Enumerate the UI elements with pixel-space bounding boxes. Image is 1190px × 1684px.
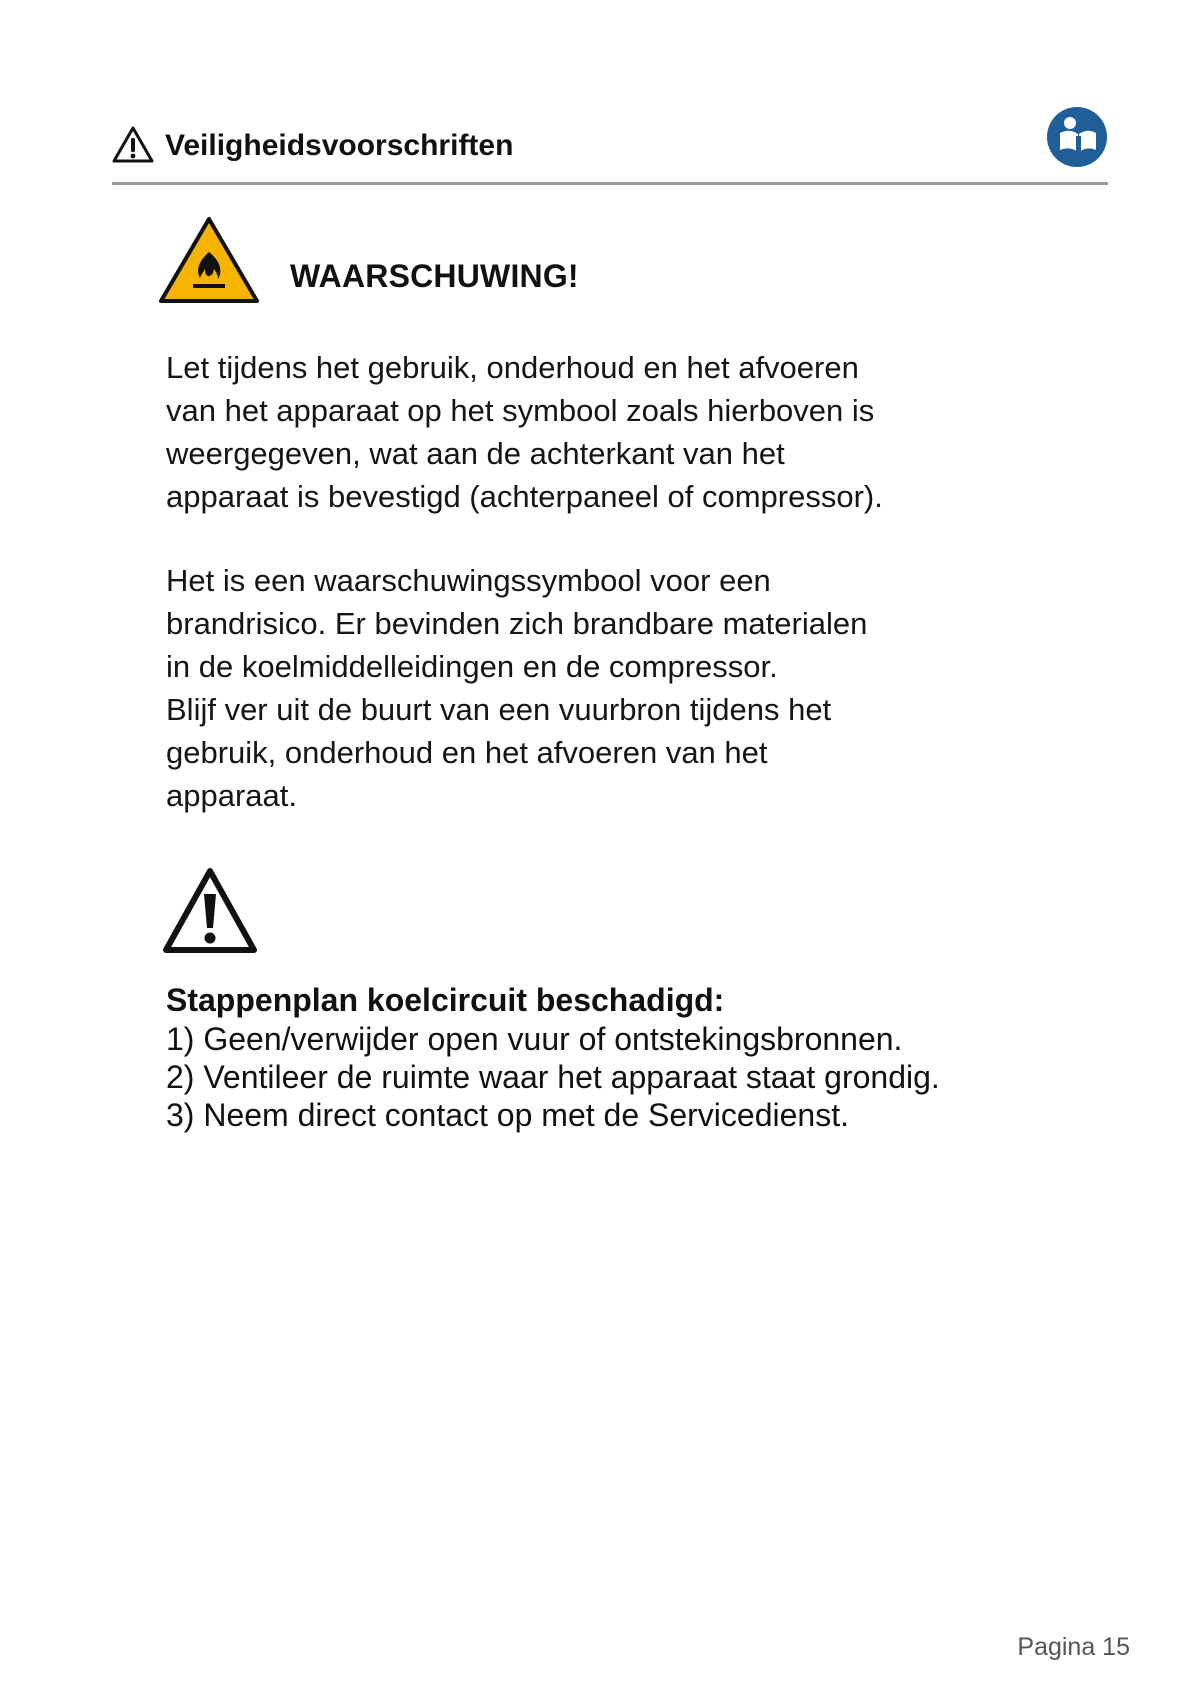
flammable-warning-icon bbox=[158, 216, 260, 304]
warning-triangle-icon bbox=[112, 126, 154, 164]
step-item: 3) Neem direct contact op met de Servicedienst. bbox=[166, 1097, 849, 1133]
general-warning-icon bbox=[162, 866, 258, 956]
read-manual-icon bbox=[1046, 106, 1108, 168]
steps-title: Stappenplan koelcircuit beschadigd: bbox=[166, 982, 725, 1018]
paragraph-line: gebruik, onderhoud en het afvoeren van het bbox=[166, 735, 768, 770]
section-title: Veiligheidsvoorschriften bbox=[165, 129, 514, 162]
fire-risk-paragraph bbox=[166, 559, 1046, 817]
symbol-explanation-paragraph bbox=[166, 346, 1046, 518]
paragraph-line: apparaat is bevestigd (achterpaneel of compressor). bbox=[166, 479, 883, 514]
paragraph-line: Let tijdens het gebruik, onderhoud en het afvoeren bbox=[166, 350, 859, 385]
paragraph-line: Blijf ver uit de buurt van een vuurbron tijdens het bbox=[166, 692, 832, 727]
paragraph-line: apparaat. bbox=[166, 778, 297, 813]
page-header bbox=[112, 100, 1108, 184]
step-item: 1) Geen/verwijder open vuur of ontstekingsbronnen. bbox=[166, 1021, 903, 1057]
header-divider bbox=[112, 182, 1108, 185]
paragraph-line: weergegeven, wat aan de achterkant van het bbox=[166, 436, 785, 471]
paragraph-line: Het is een waarschuwingssymbool voor een bbox=[166, 563, 771, 598]
warning-heading: WAARSCHUWING! bbox=[290, 258, 579, 294]
page-number: Pagina 15 bbox=[1017, 1633, 1130, 1661]
paragraph-line: in de koelmiddelleidingen en de compressor. bbox=[166, 649, 778, 684]
damaged-cooling-circuit-steps bbox=[166, 980, 1066, 1134]
paragraph-line: van het apparaat op het symbool zoals hierboven is bbox=[166, 393, 875, 428]
paragraph-line: brandrisico. Er bevinden zich brandbare materialen bbox=[166, 606, 868, 641]
step-item: 2) Ventileer de ruimte waar het apparaat staat grondig. bbox=[166, 1059, 940, 1095]
